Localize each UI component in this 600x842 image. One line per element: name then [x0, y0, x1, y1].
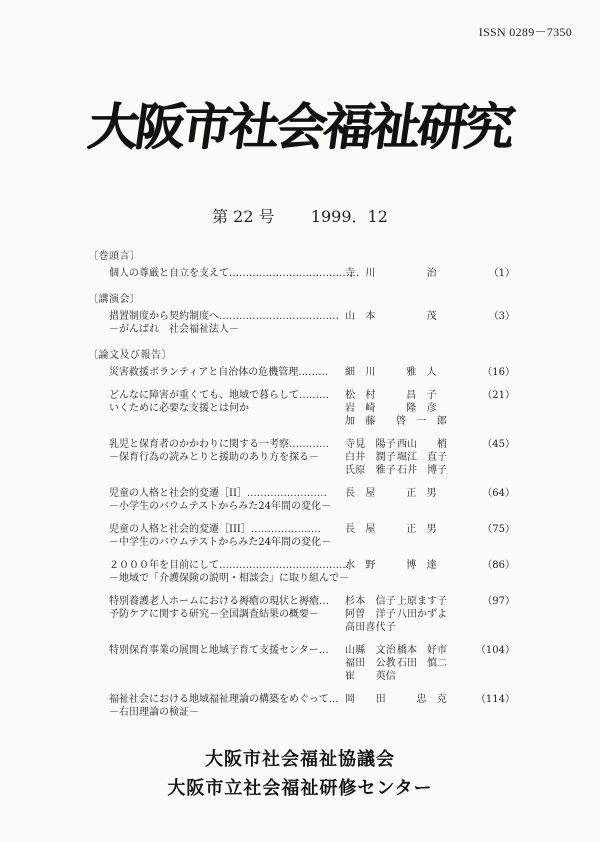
toc-entry-line: [95, 464, 515, 477]
entry-coauthor: 橋本 好市: [397, 645, 447, 656]
toc-entry-line: [95, 657, 515, 670]
entry-author: 長 屋 正 男: [345, 488, 437, 499]
entry-author: 山縣 文治: [345, 645, 396, 656]
table-of-contents: [88, 247, 515, 729]
toc-section-heading: [88, 290, 515, 305]
entry-author: 崔 英信: [345, 671, 396, 682]
entry-author: 杉本 信子: [345, 596, 396, 607]
toc-entry-line: [95, 572, 515, 585]
entry-page: （97）: [482, 596, 515, 607]
entry-author: 水 野 博 達: [345, 560, 437, 571]
issn-number: ISSN 0289－7350: [478, 25, 572, 39]
toc-entry-line: [95, 402, 515, 415]
toc-entry-line: [95, 559, 515, 572]
toc-entry[interactable]: [95, 644, 515, 683]
entry-coauthor: 石井 博子: [397, 465, 447, 476]
toc-entry[interactable]: [95, 389, 515, 428]
entry-title: 個人の尊厳と自立を支えて…………………………………: [109, 268, 359, 279]
toc-entry-line: [95, 595, 515, 608]
toc-entry-line: [95, 323, 515, 336]
toc-entry-line: [95, 500, 515, 513]
toc-entry-line: [95, 366, 515, 379]
entry-page: （75）: [482, 524, 515, 535]
entry-page: （86）: [482, 560, 515, 571]
entry-author: 細 川 雅 人: [345, 367, 437, 378]
toc-entry[interactable]: [95, 366, 515, 379]
toc-entry[interactable]: [95, 523, 515, 549]
toc-entry[interactable]: [95, 595, 515, 634]
entry-title: どんなに障害が重くても、地域で暮らして………: [109, 390, 329, 401]
toc-section-heading: [88, 346, 515, 361]
entry-author: 阿曽 洋子: [345, 609, 396, 620]
entry-author: 松 村 昌 子: [345, 390, 437, 401]
entry-title: ２０００年を目前にして…………………………………: [109, 560, 349, 571]
entry-author: 寺見 陽子: [345, 439, 396, 450]
toc-section-heading: [88, 247, 515, 262]
entry-title: 予防ケアに関する研究－全国調査結果の概要－: [109, 609, 319, 620]
toc-entry[interactable]: [95, 559, 515, 585]
toc-entry-line: [95, 487, 515, 500]
entry-author: 岩 崎 隆 彦: [345, 403, 437, 414]
toc-entry[interactable]: [95, 487, 515, 513]
toc-entry-line: [95, 267, 515, 280]
toc-entry-line: [95, 644, 515, 657]
entry-page: （45）: [482, 439, 515, 450]
entry-page: （1）: [488, 268, 515, 279]
entry-title: －右田理論の検証－: [109, 707, 199, 718]
entry-page: （114）: [475, 694, 515, 705]
section-label: 〔論文及び報告〕: [88, 350, 172, 361]
entry-author: 福田 公教: [345, 658, 396, 669]
entry-coauthor: 西山 梢: [397, 439, 447, 450]
entry-title: －小学生のバウムテストからみた24年間の変化－: [109, 501, 332, 512]
entry-title: 福祉社会における地域福祉理論の構築をめぐって…: [109, 694, 339, 705]
entry-page: （104）: [475, 645, 515, 656]
entry-coauthor: 八田かずよ: [397, 609, 447, 620]
entry-page: （21）: [482, 390, 515, 401]
entry-author: 加 藤 啓 一 郎: [345, 416, 447, 427]
toc-entry[interactable]: [95, 438, 515, 477]
entry-title: 特別養護老人ホームにおける褥瘡の現状と褥瘡…: [109, 596, 329, 607]
journal-title: 大阪市社会福祉研究: [84, 97, 516, 156]
entry-title: 措置制度から契約制度へ………………………………: [109, 311, 339, 322]
entry-author: 白井 潤子: [345, 452, 396, 463]
entry-title: 災害救援ボランティアと自治体の危機管理………: [109, 367, 329, 378]
entry-title: 特別保育事業の展開と地域子育て支援センター…: [109, 645, 329, 656]
entry-title: －保育行為の読みとりと援助のあり方を探る－: [109, 452, 319, 463]
entry-coauthor: 堀江 直子: [397, 452, 447, 463]
toc-entry-line: [95, 389, 515, 402]
entry-title: 乳児と保育者のかかわりに関する一考察…………: [109, 439, 329, 450]
toc-entry[interactable]: [95, 310, 515, 336]
issue-info: [0, 204, 600, 227]
toc-entry-line: [95, 438, 515, 451]
entry-author: 山 本 茂: [345, 311, 437, 322]
entry-author: 寺 川 治: [345, 268, 437, 279]
toc-entry-line: [95, 608, 515, 621]
entry-page: （3）: [488, 311, 515, 322]
toc-entry-line: [95, 536, 515, 549]
toc-entry-line: [95, 451, 515, 464]
entry-author: 氏原 雅子: [345, 465, 396, 476]
entry-title: －中学生のバウムテストからみた24年間の変化－: [109, 537, 332, 548]
issue-number: 第 22 号: [212, 207, 275, 226]
entry-author: 高田喜代子: [345, 622, 396, 633]
toc-entry[interactable]: [95, 267, 515, 280]
section-label: 〔巻頭言〕: [88, 251, 141, 262]
publisher-center: 大阪市立社会福祉研修センター: [167, 778, 433, 799]
entry-title: いくために必要な支援とは何か: [109, 403, 249, 414]
toc-entry-line: [95, 693, 515, 706]
issue-date: 1999．12: [310, 207, 388, 226]
entry-author: 岡 田 忠 克: [345, 694, 447, 705]
entry-title: －がんばれ 社会福祉法人－: [109, 324, 239, 335]
toc-entry-line: [95, 706, 515, 719]
entry-coauthor: 石田 慎二: [397, 658, 447, 669]
entry-page: （64）: [482, 488, 515, 499]
toc-entry-line: [95, 415, 515, 428]
entry-page: （16）: [482, 367, 515, 378]
toc-entry-line: [95, 523, 515, 536]
toc-entry-line: [95, 621, 515, 634]
entry-title: －地域で「介護保険の説明・相談会」に取り組んで－: [109, 573, 349, 584]
toc-entry-line: [95, 670, 515, 683]
entry-coauthor: 上原ます子: [397, 596, 447, 607]
entry-title: 児童の人格と社会的変遷［II］……………………: [109, 488, 327, 499]
section-label: 〔講演会〕: [88, 294, 141, 305]
entry-title: 児童の人格と社会的変遷［III］…………………: [109, 524, 321, 535]
publisher-name: 大阪市社会福祉協議会: [205, 749, 395, 770]
toc-entry-line: [95, 310, 515, 323]
toc-entry[interactable]: [95, 693, 515, 719]
entry-author: 長 屋 正 男: [345, 524, 437, 535]
